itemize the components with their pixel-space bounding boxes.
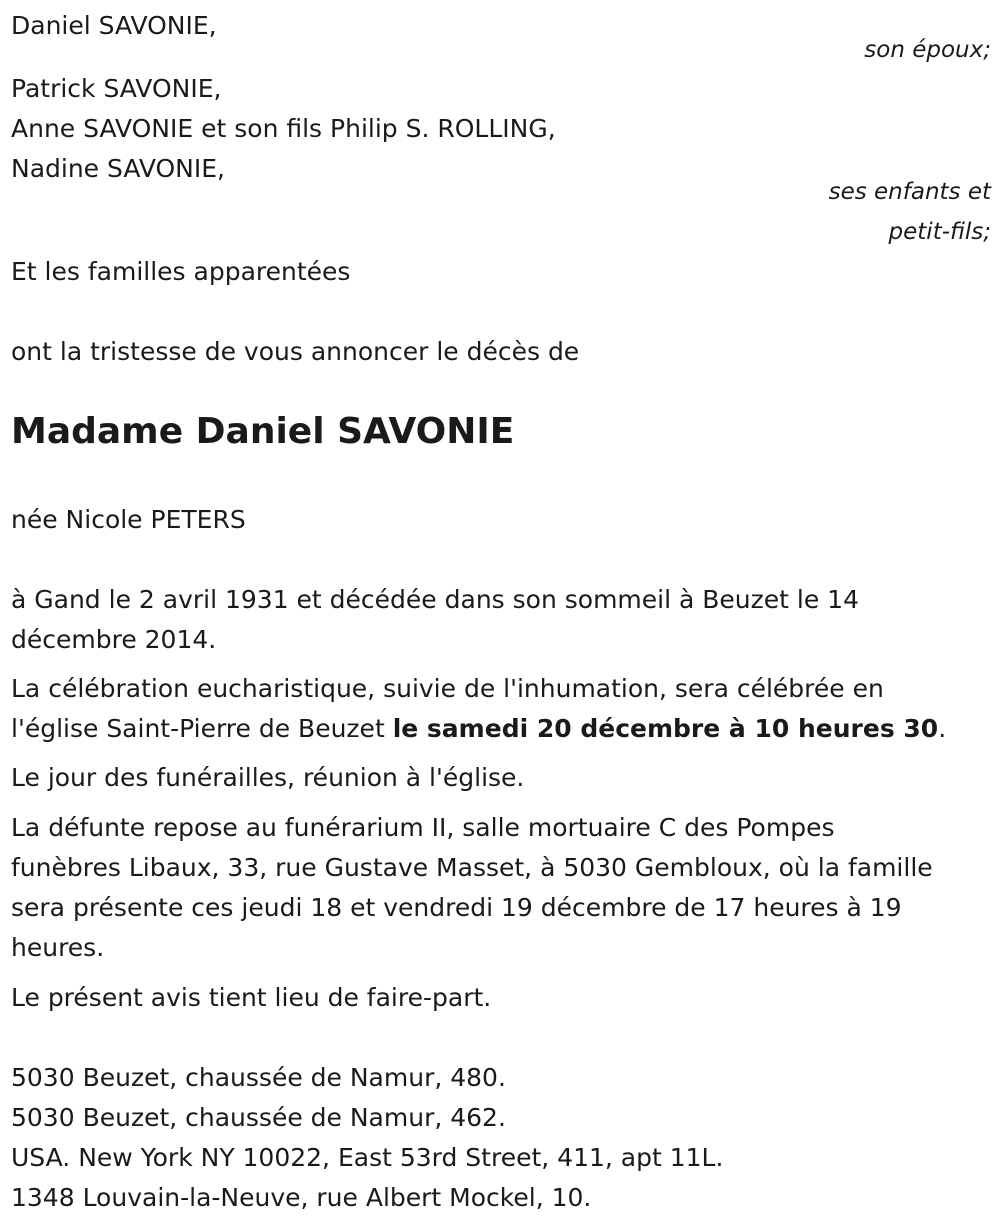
ceremony-date: le samedi 20 décembre à 10 heures 30 — [392, 714, 939, 743]
address-line: 5030 Beuzet, chaussée de Namur, 480. — [11, 1063, 506, 1092]
visitation-text: funèbres Libaux, 33, rue Gustave Masset, à 5030 Gembloux, où la famille — [11, 853, 933, 882]
grandchild-role: petit-fils; — [888, 219, 991, 245]
child-name: Anne SAVONIE et son fils Philip S. ROLLING, — [11, 114, 556, 143]
relatives-line: Et les familles apparentées — [11, 257, 351, 286]
ceremony-punctuation: . — [938, 714, 947, 743]
deceased-name: Madame Daniel SAVONIE — [11, 411, 515, 452]
child-name: Nadine SAVONIE, — [11, 154, 226, 183]
birth-death-text: à Gand le 2 avril 1931 et décédée dans son sommeil à Beuzet le 14 — [11, 585, 859, 614]
address-line: USA. New York NY 10022, East 53rd Street, 411, apt 11L. — [11, 1143, 724, 1172]
visitation-text: La défunte repose au funérarium II, salle mortuaire C des Pompes — [11, 813, 835, 842]
birth-death-text: décembre 2014. — [11, 625, 217, 654]
ceremony-text: La célébration eucharistique, suivie de l'inhumation, sera célébrée en — [11, 674, 884, 703]
address-line: 1348 Louvain-la-Neuve, rue Albert Mockel, 10. — [11, 1183, 592, 1212]
children-role: ses enfants et — [828, 179, 991, 205]
husband-name: Daniel SAVONIE, — [11, 11, 217, 40]
husband-role: son époux; — [864, 37, 991, 63]
visitation-text: sera présente ces jeudi 18 et vendredi 19 décembre de 17 heures à 19 — [11, 893, 902, 922]
maiden-name: née Nicole PETERS — [11, 505, 246, 534]
ceremony-text — [11, 709, 946, 749]
child-name: Patrick SAVONIE, — [11, 74, 222, 103]
ceremony-location: l'église Saint-Pierre de Beuzet — [11, 714, 393, 743]
reunion-text: Le jour des funérailles, réunion à l'église. — [11, 763, 525, 792]
visitation-text: heures. — [11, 933, 105, 962]
address-line: 5030 Beuzet, chaussée de Namur, 462. — [11, 1103, 506, 1132]
announcement-intro: ont la tristesse de vous annoncer le décès de — [11, 337, 580, 366]
notice-text: Le présent avis tient lieu de faire-part. — [11, 983, 492, 1012]
